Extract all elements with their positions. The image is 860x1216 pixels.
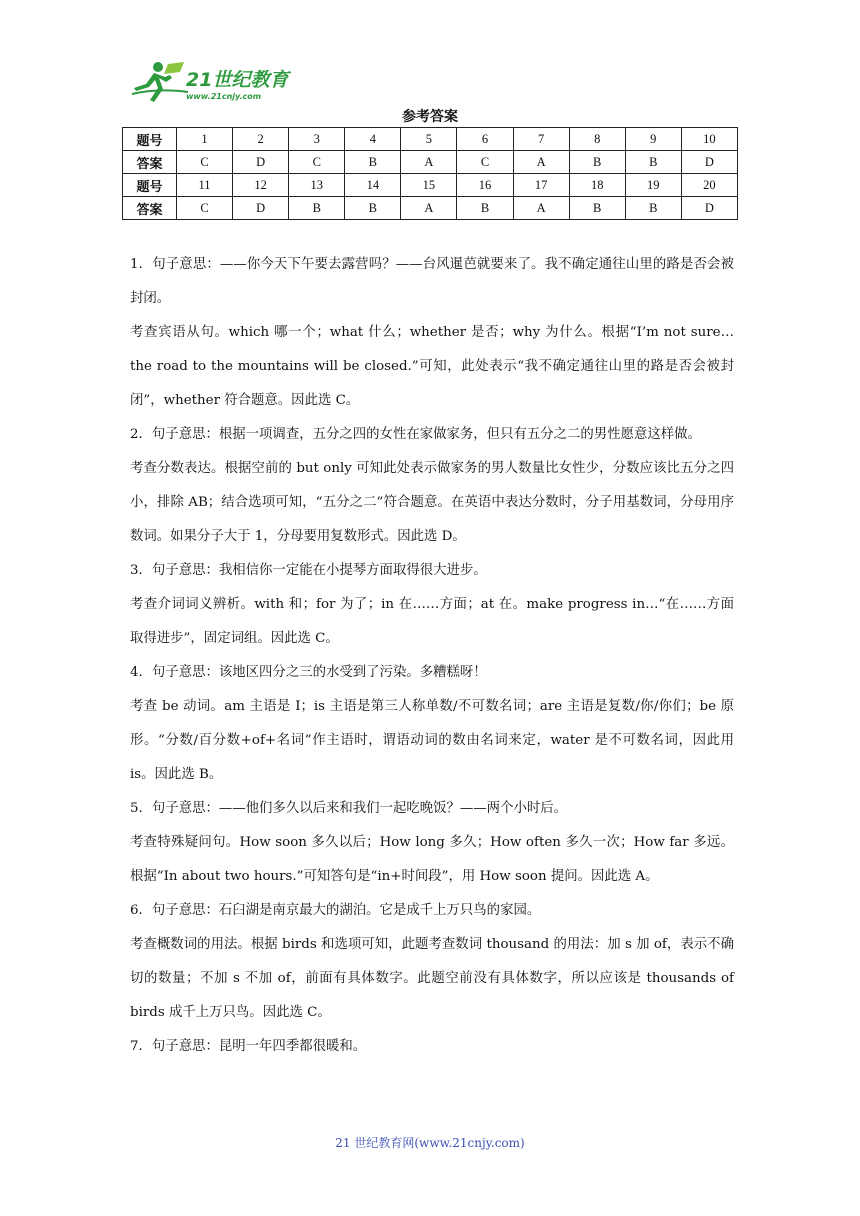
row-header: 题号	[123, 128, 177, 151]
table-row	[123, 151, 738, 174]
table-cell: 8	[569, 128, 625, 151]
table-cell: C	[289, 151, 345, 174]
table-cell: 15	[401, 174, 457, 197]
explanation-paragraph: 考查特殊疑问句。How soon 多久以后；How long 多久；How often 多久一次；How far 多远。根据“In about two hours.”可知答句是“in+时间段”，用 How soon 提问。因此选 A。	[130, 835, 734, 884]
row-header: 题号	[123, 174, 177, 197]
table-cell: B	[345, 151, 401, 174]
table-cell: A	[513, 151, 569, 174]
row-header: 答案	[123, 197, 177, 220]
page-title: 参考答案	[402, 109, 458, 125]
table-cell: 17	[513, 174, 569, 197]
table-cell: B	[569, 151, 625, 174]
table-cell: A	[401, 197, 457, 220]
table-cell: 12	[233, 174, 289, 197]
table-cell: B	[625, 197, 681, 220]
table-cell: A	[513, 197, 569, 220]
explanation-paragraph: 2．句子意思：根据一项调查，五分之四的女性在家做家务，但只有五分之二的男性愿意这样做。	[130, 427, 701, 442]
table-cell: 6	[457, 128, 513, 151]
table-cell: B	[569, 197, 625, 220]
table-row	[123, 197, 738, 220]
explanation-paragraph: 6．句子意思：石臼湖是南京最大的湖泊。它是成千上万只鸟的家园。	[130, 903, 541, 918]
table-cell: 16	[457, 174, 513, 197]
table-cell: B	[625, 151, 681, 174]
logo-brand-text: 21世纪教育	[186, 69, 289, 91]
table-cell: C	[177, 151, 233, 174]
explanation-paragraph: 1．句子意思：——你今天下午要去露营吗？——台风暹芭就要来了。我不确定通往山里的路是否会被封闭。	[130, 257, 734, 306]
explanation-paragraph: 5．句子意思：——他们多久以后来和我们一起吃晚饭？——两个小时后。	[130, 801, 568, 816]
explanations	[130, 248, 734, 1064]
table-cell: 7	[513, 128, 569, 151]
table-cell: 18	[569, 174, 625, 197]
table-cell: D	[681, 197, 737, 220]
table-cell: 13	[289, 174, 345, 197]
table-cell: B	[289, 197, 345, 220]
footer-source[interactable]: 21 世纪教育网(www.21cnjy.com)	[335, 1136, 525, 1150]
table-cell: 10	[681, 128, 737, 151]
table-row	[123, 128, 738, 151]
explanation-paragraph: 考查分数表达。根据空前的 but only 可知此处表示做家务的男人数量比女性少，分数应该比五分之四小，排除 AB；结合选项可知，“五分之二”符合题意。在英语中表达分数时，分子用基数词，分母用序数词。如果分子大于 1，分母要用复数形式。因此选 D。	[130, 461, 734, 544]
table-cell: B	[345, 197, 401, 220]
site-logo	[128, 58, 298, 104]
table-cell: D	[233, 197, 289, 220]
table-cell: A	[401, 151, 457, 174]
table-cell: 9	[625, 128, 681, 151]
explanation-paragraph: 3．句子意思：我相信你一定能在小提琴方面取得很大进步。	[130, 563, 487, 578]
table-cell: D	[681, 151, 737, 174]
explanation-paragraph: 考查介词词义辨析。with 和；for 为了；in 在……方面；at 在。make progress in…“在……方面取得进步”，固定词组。因此选 C。	[130, 597, 734, 646]
table-row	[123, 174, 738, 197]
table-cell: C	[177, 197, 233, 220]
table-cell: 3	[289, 128, 345, 151]
explanation-paragraph: 7．句子意思：昆明一年四季都很暖和。	[130, 1039, 367, 1054]
row-header: 答案	[123, 151, 177, 174]
table-cell: 2	[233, 128, 289, 151]
explanation-paragraph: 考查概数词的用法。根据 birds 和选项可知，此题考查数词 thousand 的用法：加 s 加 of，表示不确切的数量；不加 s 不加 of，前面有具体数字。此题空前没有具体数字，所以应该是 thousands of birds 成千上万只鸟。因此选 C。	[130, 937, 734, 1020]
table-cell: 5	[401, 128, 457, 151]
table-cell: 11	[177, 174, 233, 197]
table-cell: 20	[681, 174, 737, 197]
table-cell: 14	[345, 174, 401, 197]
table-cell: C	[457, 151, 513, 174]
logo-url-text: www.21cnjy.com	[186, 92, 262, 101]
table-cell: 19	[625, 174, 681, 197]
table-cell: D	[233, 151, 289, 174]
explanation-paragraph: 考查 be 动词。am 主语是 I；is 主语是第三人称单数/不可数名词；are 主语是复数/你/你们；be 原形。“分数/百分数+of+名词”作主语时，谓语动词的数由名词来定，water 是不可数名词，因此用 is。因此选 B。	[130, 699, 734, 782]
table-cell: 4	[345, 128, 401, 151]
table-cell: 1	[177, 128, 233, 151]
runner-logo-icon	[128, 58, 298, 104]
answer-table	[122, 127, 738, 220]
explanation-paragraph: 4．句子意思：该地区四分之三的水受到了污染。多糟糕呀！	[130, 665, 487, 680]
explanation-paragraph: 考查宾语从句。which 哪一个；what 什么；whether 是否；why 为什么。根据“I’m not sure…the road to the mountains will be closed.”可知，此处表示“我不确定通往山里的路是否会被封闭”，whether 符合题意。因此选 C。	[130, 325, 734, 408]
table-cell: B	[457, 197, 513, 220]
